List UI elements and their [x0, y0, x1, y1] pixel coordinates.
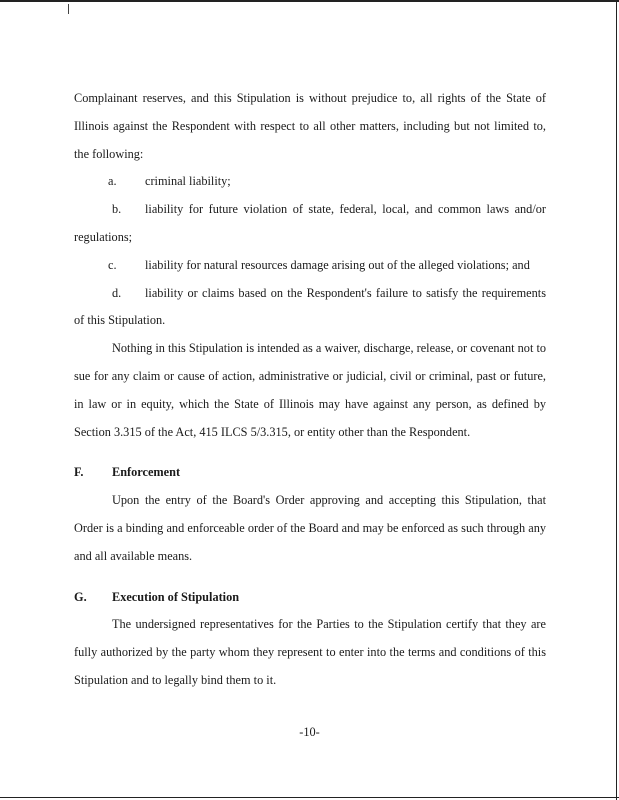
section-g-title: Execution of Stipulation: [112, 589, 240, 604]
list-item-d: [74, 280, 546, 336]
nothing-paragraph: Nothing in this Stipulation is intended as a waiver, discharge, release, or covenant not to sue for any claim or cause of action, administrative or judicial, civil or criminal, past or future, in law or in equity, which the State of Illinois may have against any person, as defined by Section 3.315 of the Act, 415 ILCS 5/3.315, or entity other than the Respondent.: [74, 341, 547, 439]
list-item-a: [74, 168, 546, 196]
scan-mark: [68, 4, 69, 14]
page-number: -10-: [299, 725, 320, 739]
list-item-b: [74, 196, 546, 252]
section-f-heading: [74, 459, 546, 487]
list-item-text: criminal liability;: [145, 174, 231, 189]
list-item-letter: d.: [112, 285, 122, 300]
section-f-title: Enforcement: [112, 465, 181, 480]
scan-edge-top: [0, 0, 619, 2]
document-page: [74, 85, 546, 695]
list-item-letter: a.: [108, 174, 117, 189]
section-g-body: The undersigned representatives for the Parties to the Stipulation certify that they are fully authorized by the party whom they represent to enter into the terms and conditions of this Stipulation and to legally bind them to it.: [74, 617, 546, 687]
scan-edge-right: [616, 0, 617, 800]
section-g-letter: G.: [74, 589, 87, 604]
list-item-letter: c.: [108, 257, 117, 272]
list-item-text: liability for natural resources damage arising out of the alleged violations; and: [145, 257, 530, 272]
section-f-body: Upon the entry of the Board's Order approving and accepting this Stipulation, that Order is a binding and enforceable order of the Board and may be enforced as such through any and all available means.: [74, 493, 546, 563]
list-item-text: liability for future violation of state, federal, local, and common laws and/or regulations;: [74, 202, 546, 244]
scan-edge-bottom: [0, 797, 619, 798]
list-item-text: liability or claims based on the Respondent's failure to satisfy the requirements of this Stipulation.: [74, 285, 546, 328]
intro-paragraph: Complainant reserves, and this Stipulation is without prejudice to, all rights of the State of Illinois against the Respondent with respect to all other matters, including but not limited to, the following:: [74, 91, 546, 161]
section-g-heading: [74, 584, 546, 612]
list-item-c: [74, 252, 546, 280]
list-item-letter: b.: [112, 202, 122, 217]
section-f-letter: F.: [74, 465, 84, 480]
